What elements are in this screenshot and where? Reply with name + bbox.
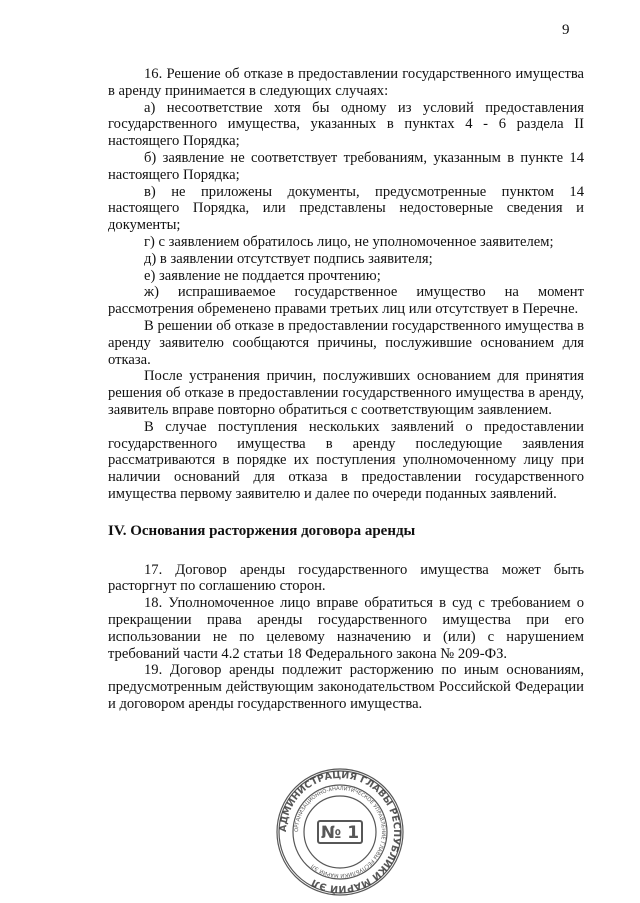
list-item-v: в) не приложены документы, предусмотренные пунктом 14 настоящего Порядка, или представлены недостоверные сведения и документы; — [108, 183, 584, 234]
paragraph-refusal-reasons: В решении об отказе в предоставлении государственного имущества в аренду заявителю сообщаются причины, послужившие основанием для отказа. — [108, 317, 584, 368]
list-item-d: д) в заявлении отсутствует подпись заявителя; — [144, 250, 433, 267]
svg-text:ОРГАНИЗАЦИОННО-АНАЛИТИЧЕСКОЕ У: ОРГАНИЗАЦИОННО-АНАЛИТИЧЕСКОЕ УПРАВЛЕНИЕ ГЛАВЫ РЕСПУБЛИКИ МАРИЙ ЭЛ — [293, 785, 387, 879]
document-body — [108, 66, 584, 713]
stamp-seal-icon — [274, 766, 406, 898]
section-heading: IV. Основания расторжения договора аренды — [108, 522, 416, 539]
paragraph-multiple-applications: В случае поступления нескольких заявлений о предоставлении государственного имущества в аренду последующие заявления рассматриваются в порядке их поступления уполномоченному лицу при наличии оснований для отказа в предоставлении государственного имущества первому заявителю и далее по очереди поданных заявлений. — [108, 418, 584, 502]
paragraph-reapply: После устранения причин, послуживших основанием для принятия решения об отказе в предоставлении государственного имущества в аренду, заявитель вправе повторно обратиться с соответствующим заявлением. — [108, 368, 584, 418]
list-item-a: а) несоответствие хотя бы одному из условий предоставления государственного имущества, указанных в пунктах 4 - 6 раздела II настоящего Порядка; — [108, 99, 584, 150]
list-item-zh: ж) испрашиваемое государственное имущество на момент рассмотрения обременено правами третьих лиц или отсутствует в Перечне. — [108, 284, 584, 318]
list-item-g: г) с заявлением обратилось лицо, не уполномоченное заявителем; — [144, 233, 554, 250]
official-stamp — [274, 766, 406, 898]
svg-text:АДМИНИСТРАЦИЯ ГЛАВЫ РЕСПУБЛИКИ: АДМИНИСТРАЦИЯ ГЛАВЫ РЕСПУБЛИКИ МАРИЙ ЭЛ — [277, 769, 403, 895]
paragraph-19: 19. Договор аренды подлежит расторжению по иным основаниям, предусмотренным действующим законодательством Российской Федерации и договором аренды государственного имущества. — [108, 662, 584, 712]
list-item-b: б) заявление не соответствует требованиям, указанным в пункте 14 настоящего Порядка; — [108, 149, 584, 183]
paragraph-18: 18. Уполномоченное лицо вправе обратиться в суд с требованием о прекращении права аренды государственного имущества при его использовании не по целевому назначению и (или) с нарушением требований части 4.2 статьи 18 Федерального закона № 209-ФЗ. — [108, 595, 584, 662]
page-number: 9 — [562, 22, 570, 38]
svg-text:№ 1: № 1 — [320, 823, 360, 843]
paragraph-17: 17. Договор аренды государственного имущества может быть расторгнут по соглашению сторон. — [108, 561, 584, 595]
paragraph-16: 16. Решение об отказе в предоставлении государственного имущества в аренду принимается в следующих случаях: — [108, 66, 584, 99]
list-item-e: е) заявление не поддается прочтению; — [144, 267, 381, 284]
